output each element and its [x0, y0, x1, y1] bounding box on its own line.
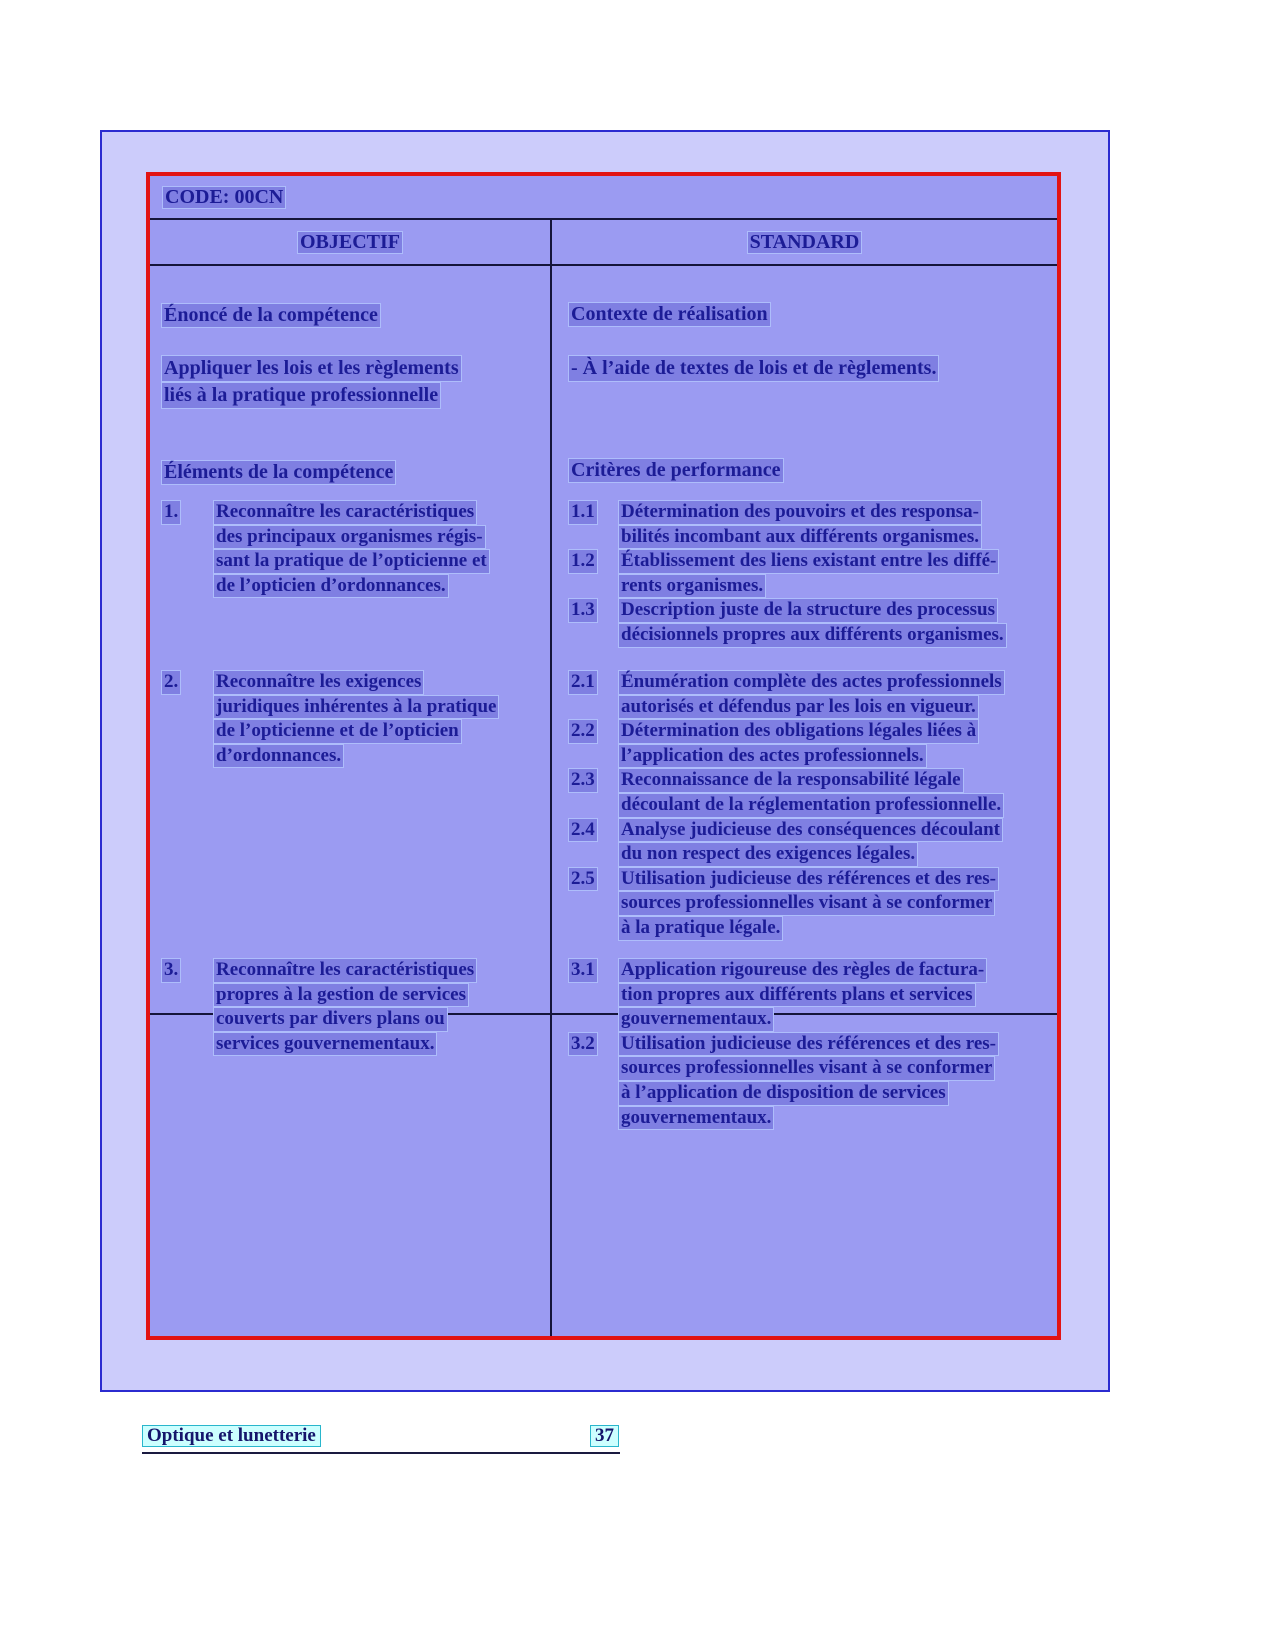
item-number: 1.3 [568, 598, 598, 623]
table-body [150, 266, 1057, 1336]
enonce-heading [150, 303, 546, 328]
objectif-item-2 [150, 670, 546, 768]
text-line: Reconnaître les caractéristiques [213, 958, 477, 983]
criterion-2-4 [568, 818, 1053, 867]
contexte-heading [552, 302, 1053, 327]
standard-column [552, 266, 1057, 1336]
text-line: juridiques inhérentes à la pratique [213, 695, 499, 720]
text-line: Énumération complète des actes professionnels [618, 670, 1005, 695]
objectif-item-1 [150, 500, 546, 598]
standard-header-cell [552, 220, 1057, 264]
contexte-line [552, 355, 1053, 382]
criteria-group-2 [552, 670, 1053, 941]
text-line: Reconnaître les caractéristiques [213, 500, 477, 525]
text-line: Analyse judicieuse des conséquences découlant [618, 818, 1003, 843]
criterion-2-3 [568, 768, 1053, 817]
item-number: 3.1 [568, 958, 598, 983]
text-line: Établissement des liens existant entre les diffé- [618, 549, 999, 574]
text-line: couverts par divers plans ou [213, 1007, 448, 1032]
criteria-group-1 [552, 500, 1053, 648]
page-panel [100, 130, 1110, 1392]
text-line: Reconnaissance de la responsabilité légale [618, 768, 964, 793]
text-line: à l’application de disposition de services [618, 1081, 949, 1106]
criterion-2-5 [568, 867, 1053, 941]
item-number: 1.1 [568, 500, 598, 525]
text-line: gouvernementaux. [618, 1007, 774, 1032]
text-line: liés à la pratique professionnelle [161, 382, 441, 409]
criteres-heading [552, 458, 1053, 483]
text-line: de l’opticien d’ordonnances. [213, 574, 449, 599]
objectif-header-cell [150, 220, 552, 264]
heading-text: Contexte de réalisation [568, 302, 771, 327]
text-line: propres à la gestion de services [213, 983, 469, 1008]
text-line: d’ordonnances. [213, 744, 344, 769]
text-line: Description juste de la structure des processus [618, 598, 998, 623]
heading-text: Critères de performance [568, 458, 784, 483]
item-number: 2.4 [568, 818, 598, 843]
text-line: de l’opticienne et de l’opticien [213, 719, 462, 744]
item-number: 1. [161, 500, 181, 525]
item-number: 3. [161, 958, 181, 983]
competency-table [146, 172, 1061, 1340]
criterion-3-2 [568, 1032, 1053, 1130]
text-line: Détermination des obligations légales liées à [618, 719, 979, 744]
criterion-2-2 [568, 719, 1053, 768]
footer-title-text: Optique et lunetterie [142, 1425, 321, 1447]
item-number: 2.2 [568, 719, 598, 744]
text-line: sant la pratique de l’opticienne et [213, 549, 490, 574]
page-number-text: 37 [590, 1425, 619, 1447]
competence-statement [150, 355, 546, 409]
heading-text: Éléments de la compétence [161, 460, 396, 485]
item-number: 2.3 [568, 768, 598, 793]
criterion-2-1 [568, 670, 1053, 719]
text-line: tion propres aux différents plans et services [618, 983, 976, 1008]
item-number: 3.2 [568, 1032, 598, 1057]
criterion-1-2 [568, 549, 1053, 598]
criterion-1-1 [568, 500, 1053, 549]
text-line: bilités incombant aux différents organismes. [618, 525, 982, 550]
footer-document-title [142, 1425, 321, 1447]
item-number: 2. [161, 670, 181, 695]
text-line: - À l’aide de textes de lois et de règlements. [568, 355, 939, 382]
objectif-column [150, 266, 552, 1336]
text-line: rents organismes. [618, 574, 766, 599]
text-line: autorisés et défendus par les lois en vigueur. [618, 695, 979, 720]
text-line: Détermination des pouvoirs et des responsa- [618, 500, 982, 525]
text-line: Application rigoureuse des règles de factura- [618, 958, 987, 983]
item-number: 2.1 [568, 670, 598, 695]
standard-header: STANDARD [747, 231, 863, 254]
text-line: Utilisation judicieuse des références et des res- [618, 1032, 999, 1057]
item-number: 2.5 [568, 867, 598, 892]
text-line: décisionnels propres aux différents organismes. [618, 623, 1007, 648]
objectif-header: OBJECTIF [297, 231, 403, 254]
text-line: gouvernementaux. [618, 1106, 774, 1131]
item-number: 1.2 [568, 549, 598, 574]
footer-rule [142, 1452, 620, 1454]
text-line: des principaux organismes régis- [213, 525, 486, 550]
criterion-1-3 [568, 598, 1053, 647]
text-line: du non respect des exigences légales. [618, 842, 918, 867]
code-label: CODE: 00CN [162, 186, 286, 209]
heading-text: Énoncé de la compétence [161, 303, 381, 328]
elements-heading [150, 460, 546, 485]
text-line: sources professionnelles visant à se conformer [618, 1056, 995, 1081]
text-line: Utilisation judicieuse des références et des res- [618, 867, 999, 892]
text-line: sources professionnelles visant à se conformer [618, 891, 995, 916]
criteria-group-3 [552, 958, 1053, 1130]
column-headers-row [150, 220, 1057, 266]
text-line: découlant de la réglementation professionnelle. [618, 793, 1004, 818]
objectif-item-3 [150, 958, 546, 1056]
text-line: à la pratique légale. [618, 916, 783, 941]
code-row [150, 176, 1057, 220]
text-line: Appliquer les lois et les règlements [161, 355, 462, 382]
footer-page-number [590, 1425, 619, 1447]
criterion-3-1 [568, 958, 1053, 1032]
text-line: Reconnaître les exigences [213, 670, 424, 695]
text-line: services gouvernementaux. [213, 1032, 437, 1057]
text-line: l’application des actes professionnels. [618, 744, 927, 769]
